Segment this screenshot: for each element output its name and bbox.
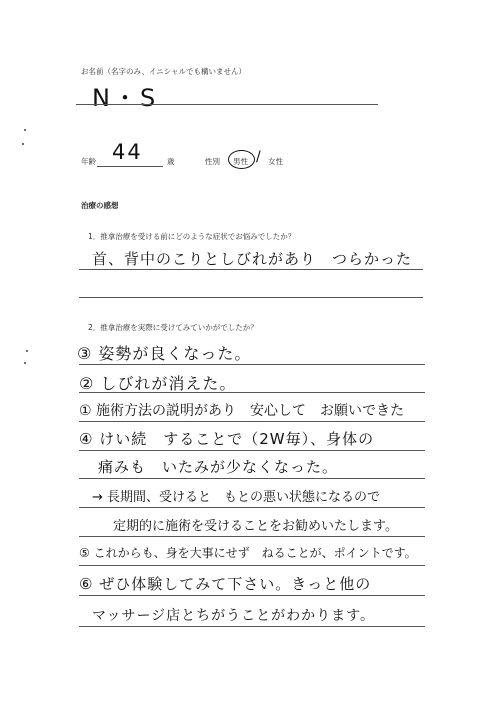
q2-answer-line: ① 施術方法の説明があり 安心して お願いできた xyxy=(79,403,404,419)
scan-speck xyxy=(22,143,24,145)
age-underline xyxy=(97,166,163,167)
q1-line-2 xyxy=(79,297,423,298)
name-value: N・S xyxy=(92,84,159,112)
name-underline xyxy=(76,104,378,105)
q2-rule xyxy=(79,626,425,627)
section-title: 治療の感想 xyxy=(81,201,119,210)
q2-rule xyxy=(79,536,425,537)
gender-slash: / xyxy=(256,149,261,165)
q2-answer-line: マッサージ店とちがうことがわかります。 xyxy=(92,608,376,624)
q2-rule xyxy=(79,507,425,508)
age-unit: 歳 xyxy=(167,157,175,166)
name-label: お名前（名字のみ、イニシャルでも構いません） xyxy=(81,67,246,76)
q2-question: 2．推拿治療を実際に受けてみていかがでしたか？ xyxy=(88,323,258,332)
q2-rule xyxy=(79,392,425,393)
q2-rule xyxy=(79,450,425,451)
male-selected-circle xyxy=(228,150,255,169)
q1-line-1 xyxy=(79,269,423,270)
age-value: 44 xyxy=(112,140,143,164)
q2-answer-line: 痛みも いたみが少なくなった。 xyxy=(98,458,339,476)
q2-rule xyxy=(79,595,425,596)
q2-answer-line: ③ 姿勢が良くなった。 xyxy=(77,344,252,363)
gender-female: 女性 xyxy=(268,157,283,166)
scan-speck xyxy=(26,350,28,352)
age-label: 年齢 xyxy=(81,157,96,166)
q2-rule xyxy=(79,421,425,422)
q2-rule xyxy=(79,478,425,479)
q2-answer-line: ④ けい続 することで（2W毎）、身体の xyxy=(79,430,375,448)
scan-speck xyxy=(24,129,26,131)
q1-answer: 首、背中のこりとしびれがあり つらかった xyxy=(92,250,413,268)
q1-question: 1．推拿治療を受ける前にどのような症状でお悩みでしたか？ xyxy=(88,232,296,241)
q2-answer-line: → 長期間、受けると もとの悪い状態になるので xyxy=(92,490,381,505)
q2-answer-line: 定期的に施術を受けることをお勧めいたします。 xyxy=(113,519,398,534)
scan-speck xyxy=(24,362,26,364)
gender-label: 性別 xyxy=(205,157,220,166)
gender-male: 男性 xyxy=(233,157,248,166)
q2-rule xyxy=(79,364,425,365)
q2-rule xyxy=(79,565,425,566)
q2-answer-line: ⑥ ぜひ体験してみて下さい。きっと他の xyxy=(79,575,372,593)
q2-answer-line: ⑤ これからも、身を大事にせず ねることが、ポイントです。 xyxy=(79,546,417,560)
q2-answer-line: ② しびれが消えた。 xyxy=(79,374,237,393)
